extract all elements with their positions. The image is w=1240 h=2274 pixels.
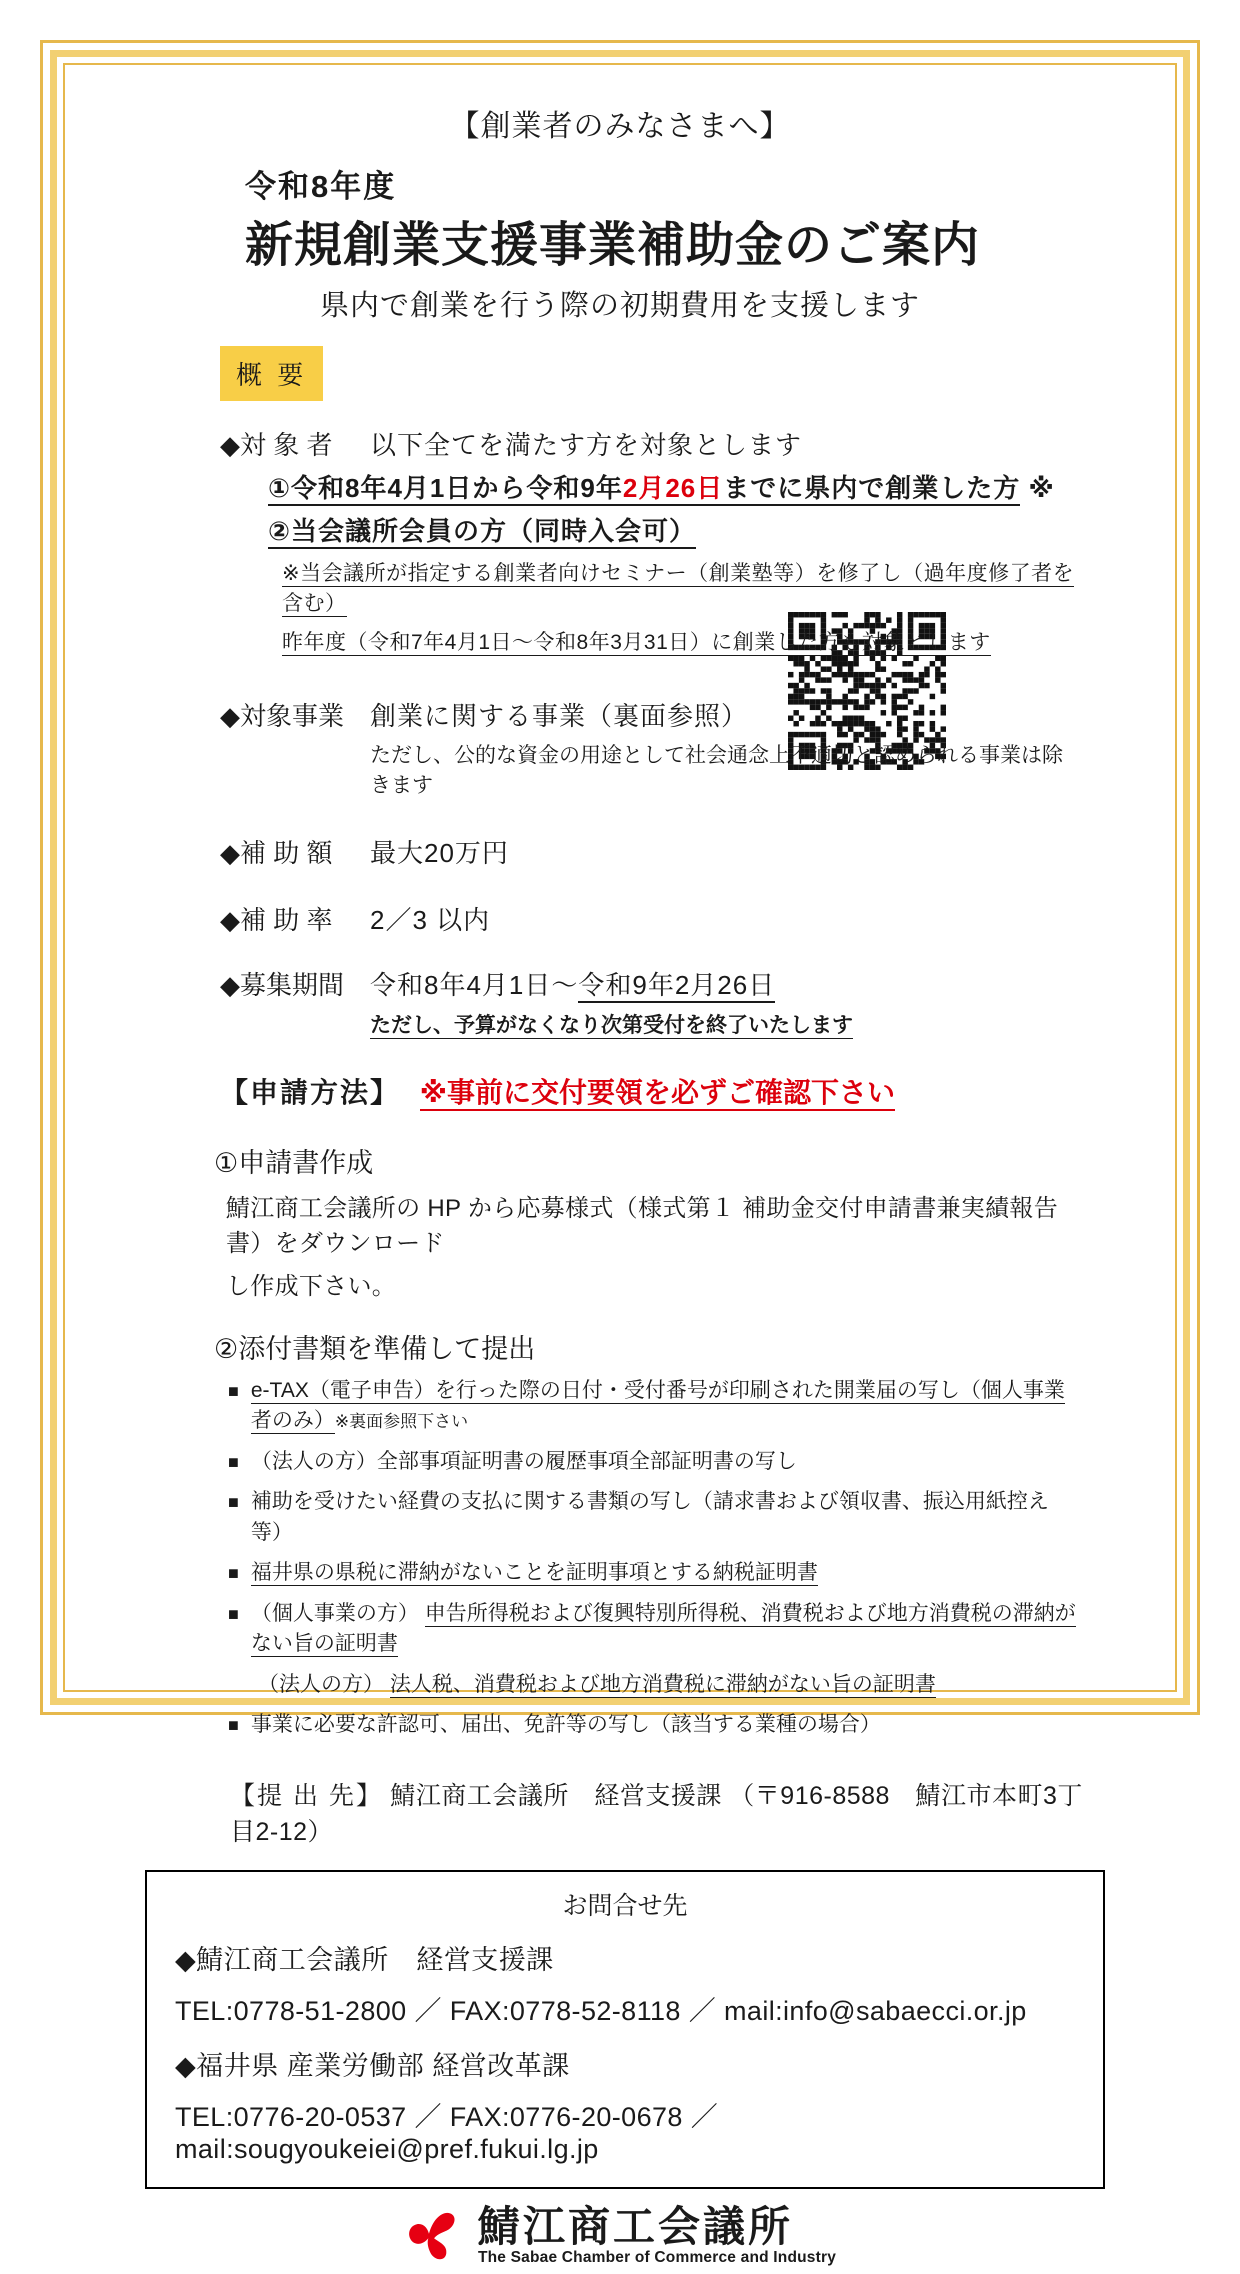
target-item1-deadline: 2月26日 (622, 473, 724, 503)
doc-segment: （個人事業の方） (250, 1601, 425, 1625)
doc-item (228, 1558, 1083, 1588)
step2-title: ②添付書類を準備して提出 (214, 1334, 536, 1364)
amount-value: 最大20万円 (370, 838, 509, 868)
step1-line1: 鯖江商工会議所の HP から応募様式（様式第１ 補助金交付申請書兼実績報告書）をダウンロード (226, 1195, 1059, 1257)
doc-item (228, 1670, 1083, 1700)
flyer-content (67, 67, 1173, 2267)
main-column (214, 324, 1083, 1848)
business-note: ただし、公的な資金の用途として社会通念上不適切と認められる事業は除きます (370, 744, 1063, 797)
doc-item-text (258, 1670, 936, 1700)
target-item1-mark: ※ (1020, 473, 1055, 503)
submission-line (230, 1776, 1083, 1848)
target-row (220, 425, 1083, 462)
bullet-square-icon: ■ (228, 1603, 239, 1624)
doc-segment: 申告所得税および復興特別所得税、消費税および地方消費税の滞納がない旨の証明書 (250, 1601, 1076, 1656)
period-deadline: 令和9年2月26日 (578, 970, 775, 1003)
period-note: ただし、予算がなくなり次第受付を終了いたします (370, 1014, 853, 1037)
rate-value: 2／3 以内 (370, 905, 491, 935)
logo-text (478, 2205, 836, 2267)
doc-item-text (251, 1447, 797, 1477)
amount-row (220, 833, 1083, 870)
doc-item (228, 1376, 1083, 1437)
business-label: ◆対象事業 (220, 701, 344, 731)
target-heading: 以下全てを満たす方を対象とします (370, 430, 803, 460)
period-label: ◆募集期間 (220, 970, 344, 1000)
apply-heading (220, 1071, 1083, 1111)
target-label: ◆対 象 者 (220, 430, 333, 460)
doc-item (228, 1710, 1083, 1740)
bullet-square-icon: ■ (228, 1563, 239, 1584)
logo-name-jp: 鯖江商工会議所 (477, 2203, 793, 2251)
doc-segment: 法人税、消費税および地方消費税に滞納がない旨の証明書 (389, 1672, 936, 1696)
logo-name-en: The Sabae Chamber of Commerce and Industry (477, 2249, 837, 2267)
target-item2-text: ②当会議所会員の方（同時入会可） (268, 516, 696, 549)
contact-entry-name: ◆福井県 産業労働部 経営改革課 (175, 2051, 570, 2082)
doc-item-text (251, 1599, 1083, 1660)
amount-label: ◆補 助 額 (220, 838, 333, 868)
contact-entry-name: ◆鯖江商工会議所 経営支援課 (175, 1945, 554, 1976)
audience-line: 【創業者のみなさまへ】 (449, 110, 791, 143)
target-note-1: ※当会議所が指定する創業者向けセミナー（創業塾等）を修了し（過年度修了者を含む） (282, 562, 1075, 615)
contact-entry-line: TEL:0776-20-0537 ／ FAX:0776-20-0678 ／ mail:sougyoukeiei@pref.fukui.lg.jp (175, 2102, 719, 2165)
doc-item (228, 1599, 1083, 1660)
period-value: 令和8年4月1日～令和9年2月26日 (370, 965, 775, 1002)
bullet-square-icon: ■ (228, 1451, 239, 1472)
rate-row (220, 900, 1083, 937)
doc-item-text (251, 1487, 1083, 1548)
doc-segment: ※裏面参照下さい (334, 1412, 469, 1432)
organization-logo (107, 2205, 1133, 2267)
apply-note: ※事前に交付要領を必ずご確認下さい (420, 1077, 895, 1108)
doc-segment: 補助を受けたい経費の支払に関する書類の写し（請求書および領収書、振込用紙控え 等） (250, 1490, 1049, 1544)
bullet-square-icon: ■ (228, 1492, 239, 1513)
bullet-square-icon: ■ (228, 1714, 239, 1735)
bullet-square-icon: ■ (228, 1381, 239, 1401)
doc-segment: （法人の方） (258, 1672, 390, 1696)
contact-title: お問合せ先 (562, 1892, 688, 1921)
doc-segment: 事業に必要な許認可、届出、免許等の写し（該当する業種の場合） (250, 1712, 881, 1736)
target-item-1 (268, 468, 1083, 505)
doc-item (228, 1447, 1083, 1477)
submission-value: 鯖江商工会議所 経営支援課 （〒916-8588 鯖江市本町3丁目2-12） (230, 1782, 1083, 1847)
doc-item (228, 1487, 1083, 1548)
doc-segment: e-TAX（電子申告）を行った際の日付・受付番号が印刷された開業届の写し（個人事業者のみ） (250, 1379, 1065, 1433)
doc-item-text (251, 1376, 1083, 1437)
attachment-doc-list (228, 1376, 1083, 1740)
overview-badge: 概 要 (220, 346, 323, 401)
period-row (220, 965, 1083, 1002)
target-item1-post: までに県内で創業した方 (723, 473, 1021, 503)
contact-box (145, 1870, 1105, 2189)
doc-item-text (251, 1710, 881, 1740)
page-title: 新規創業支援事業補助金のご案内 (245, 219, 981, 272)
page-subtitle: 県内で創業を行う際の初期費用を支援します (319, 290, 920, 322)
step1-title: ①申請書作成 (214, 1148, 374, 1178)
target-note-2: 昨年度（令和7年4月1日～令和8年3月31日）に創業した方も対象とします (282, 631, 991, 654)
business-value: 創業に関する事業（裏面参照） (370, 701, 749, 731)
doc-segment: （法人の方）全部事項証明書の履歴事項全部証明書の写し (250, 1449, 797, 1473)
doc-segment: 福井県の県税に滞納がないことを証明事項とする納税証明書 (250, 1561, 818, 1585)
apply-label: 【申請方法】 (220, 1077, 401, 1108)
business-row (220, 696, 1083, 733)
target-item-2 (268, 511, 1083, 548)
sabae-cci-mark-icon (404, 2205, 468, 2267)
fiscal-year: 令和8年度 (245, 169, 397, 204)
submission-label: 【提 出 先】 (230, 1782, 383, 1811)
doc-item-text (251, 1558, 818, 1588)
step1-line2: し作成下さい。 (226, 1273, 397, 1300)
rate-label: ◆補 助 率 (220, 905, 333, 935)
target-item1-pre: ①令和8年4月1日から令和9年 (268, 473, 623, 503)
contact-entry-line: TEL:0778-51-2800 ／ FAX:0778-52-8118 ／ mail:info@sabaecci.or.jp (175, 1996, 1027, 2027)
